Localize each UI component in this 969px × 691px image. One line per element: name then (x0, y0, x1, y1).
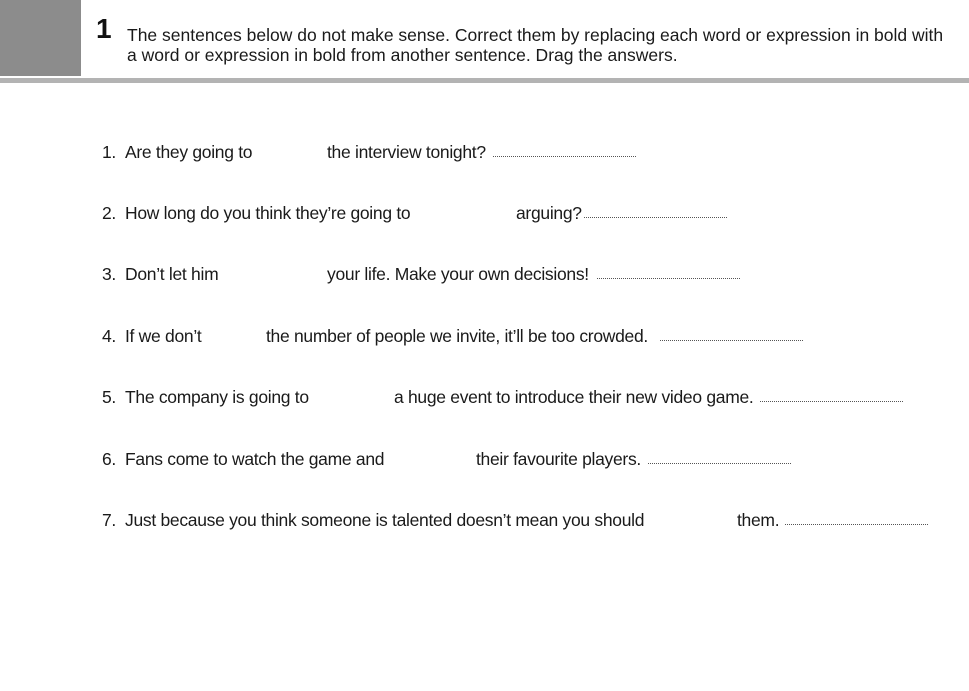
sentence-number: 7. (102, 510, 116, 530)
sentence-row (102, 201, 732, 225)
sentence-number: 3. (102, 264, 116, 284)
sentence-text-after: your life. Make your own decisions! (327, 264, 589, 284)
sentence-text-before: How long do you think they’re going to (125, 203, 411, 223)
correction-line (584, 217, 727, 218)
answer-drop-slot[interactable] (224, 262, 324, 284)
correction-line (493, 156, 636, 157)
sentence-row (102, 385, 907, 409)
answer-drop-slot[interactable] (208, 324, 264, 346)
sentence-row (102, 508, 932, 532)
sentence-text-after: their favourite players. (476, 449, 641, 469)
sentence-text-before: Fans come to watch the game and (125, 449, 385, 469)
sentence-number: 2. (102, 203, 116, 223)
sentence-text-before: The company is going to (125, 387, 309, 407)
sentence-row (102, 262, 747, 286)
sentence-number: 1. (102, 142, 116, 162)
sentence-text-after: the interview tonight? (327, 142, 486, 162)
header-grey-block (0, 0, 81, 76)
answer-drop-slot[interactable] (388, 447, 472, 469)
sentence-row (102, 447, 794, 471)
sentence-row (102, 324, 807, 348)
sentence-text-after: the number of people we invite, it’ll be too crowded. (266, 326, 648, 346)
header-divider (0, 78, 969, 83)
sentence-text-before: Don’t let him (125, 264, 219, 284)
answer-drop-slot[interactable] (260, 140, 322, 162)
sentence-text-before: Just because you think someone is talented doesn’t mean you should (125, 510, 645, 530)
answer-drop-slot[interactable] (650, 508, 732, 530)
answer-drop-slot[interactable] (313, 385, 391, 407)
sentence-text-after: arguing? (516, 203, 582, 223)
correction-line (660, 340, 803, 341)
exercise-number: 1 (96, 13, 112, 44)
correction-line (597, 278, 740, 279)
sentence-number: 4. (102, 326, 116, 346)
sentence-number: 5. (102, 387, 116, 407)
sentence-text-before: Are they going to (125, 142, 253, 162)
correction-line (785, 524, 928, 525)
correction-line (648, 463, 791, 464)
sentence-text-after: a huge event to introduce their new video game. (394, 387, 754, 407)
answer-drop-slot[interactable] (420, 201, 512, 223)
sentence-number: 6. (102, 449, 116, 469)
correction-line (760, 401, 903, 402)
sentence-text-after: them. (737, 510, 780, 530)
instructions-text: The sentences below do not make sense. Correct them by replacing each word or expression in bold with a word or expression in bold from another sentence. Drag the answers. (127, 25, 944, 65)
sentence-text-before: If we don’t (125, 326, 202, 346)
sentence-row (102, 140, 642, 164)
